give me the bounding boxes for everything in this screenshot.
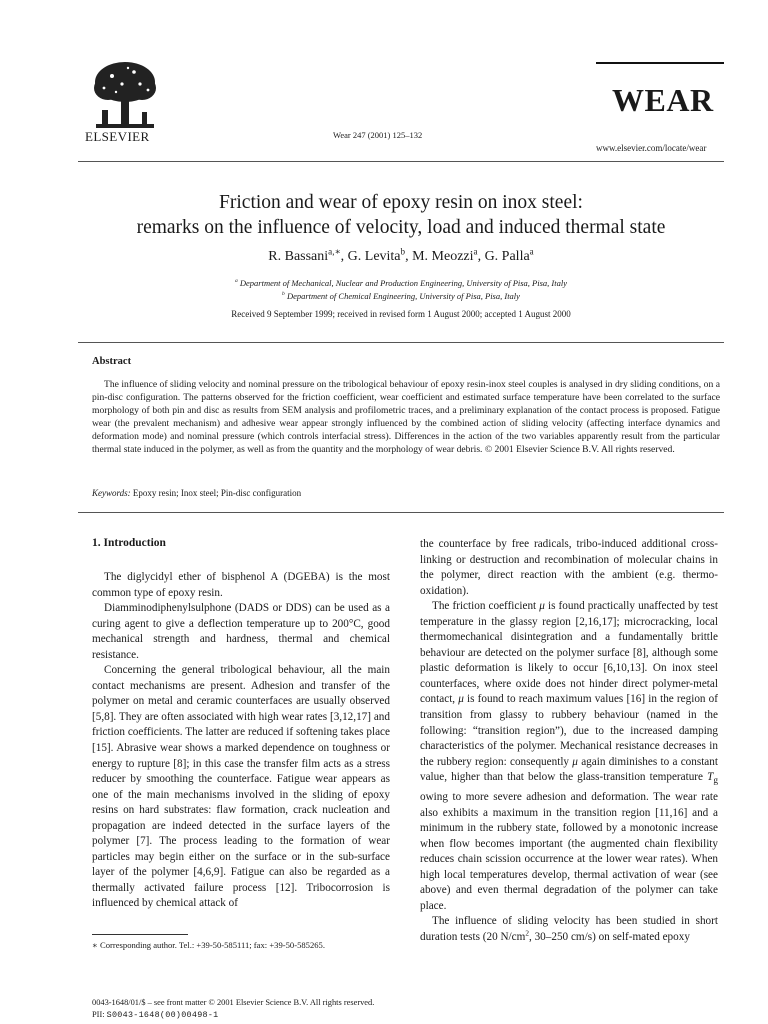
- author: G. Levita: [347, 249, 401, 264]
- keywords: [92, 488, 301, 498]
- text-run: owing to more severe adhesion and deformation. The wear rate also exhibits a maximum in the transition region [11,16] and a minimum in the rubbery state, followed by a monotonic increase when flow becomes important (the augmented chain flexibility reduces chain scission occurrence at the lower wear rates). When high local temperatures develop, thermal activation of wear (see above) and even thermal degradation of the polymer can take place.: [420, 790, 718, 912]
- pii-value: S0043-1648(00)00498-1: [106, 1010, 219, 1020]
- issn-line: 0043-1648/01/$ – see front matter © 2001 Elsevier Science B.V. All rights reserved.: [92, 998, 375, 1007]
- received-dates: Received 9 September 1999; received in revised form 1 August 2000; accepted 1 August 2000: [231, 309, 571, 319]
- superscript: 2: [525, 929, 529, 938]
- author-mark: a: [473, 246, 478, 257]
- author-separator: ,: [477, 249, 485, 264]
- affiliation-a: [78, 278, 724, 288]
- paragraph: [420, 599, 718, 914]
- paragraph: Concerning the general tribological behaviour, all the main contact mechanisms are present. Adhesion and transfer of the polymer on metal and ceramic counterfaces are usually observed [5,8]. They are often associated with high wear rates [3,12,17] and friction coefficients. The latter are reduced if softening takes place [15]. Abrasive wear shows a marked dependence on toughness or energy to rupture [8]; in this case the transfer film acts as a stress reducer by smoothing the counterface. Fatigue wear appears as one of the main mechanisms involved in the sliding of epoxy resins on hard substrates: flaw formation, crack nucleation and propagation are indeed detected in the surface layers of the polymer [7]. The process leading to the formation of wear particles may begin either on the surface or in the sub-surface layer of the polymer [4,6,9]. Fatigue can also be regarded as a thermally activated failure process [12]. Tribocorrosion is influenced by chemical attack of: [92, 664, 390, 910]
- article-title-line-1: Friction and wear of epoxy resin on inox steel:: [219, 192, 583, 213]
- tg-symbol: T: [707, 771, 714, 784]
- elsevier-tree-logo: [88, 58, 162, 132]
- section-heading: 1. Introduction: [92, 537, 166, 549]
- text-run: , 30–250 cm/s) on self-mated epoxy: [528, 930, 690, 943]
- journal-logo: WEAR: [612, 82, 714, 118]
- text-run: The friction coefficient: [432, 600, 540, 613]
- journal-url: www.elsevier.com/locate/wear: [596, 143, 707, 153]
- publisher-name: ELSEVIER: [85, 129, 150, 144]
- pii-line: [92, 1009, 374, 1021]
- journal-logo-rule: [596, 62, 724, 64]
- header-divider: [78, 161, 724, 162]
- affiliation-mark: b: [282, 291, 285, 298]
- author: R. Bassani: [268, 249, 329, 264]
- article-title-line-2: remarks on the influence of velocity, load and induced thermal state: [136, 217, 666, 238]
- journal-citation: Wear 247 (2001) 125–132: [333, 130, 423, 140]
- author-list: [78, 246, 724, 265]
- abstract-text: The influence of sliding velocity and nominal pressure on the tribological behaviour of epoxy resin-inox steel couples is analysed in dry sliding conditions, on a pin-disc configuration. The patterns observed for the friction coefficient, wear coefficient and estimated surface temperature have been correlated to the surface morphology of both pin and disc as results from SEM analysis and profilometric traces, and a preliminary explanation of the contact process is proposed. Fatigue wear (the prevalent mechanism) and adhesive wear appear strongly influenced by the combined action of sliding velocity (affecting interface dynamics and deformation mode) and nominal pressure (which controls interfacial stress). Differences in the action of the two variables apparently result from the particular thermal state induced in the polymer, as well as from the quantity and the morphology of wear debris. © 2001 Elsevier Science B.V. All rights reserved.: [92, 379, 720, 456]
- abstract-bottom-divider: [78, 512, 724, 513]
- paragraph: the counterface by free radicals, tribo-induced additional cross-linking or destruction and recombination of molecular chains in the polymer, direct reaction with the ambient (e.g. thermo-oxidation).: [420, 538, 718, 597]
- paragraph: The diglycidyl ether of bisphenol A (DGEBA) is the most common type of epoxy resin.: [92, 571, 390, 599]
- abstract-heading: Abstract: [92, 356, 132, 367]
- author-mark: a: [529, 246, 534, 257]
- pii-label: PII:: [92, 1010, 105, 1019]
- paragraph: [420, 914, 718, 945]
- author-mark: a,∗: [328, 246, 341, 257]
- mu-symbol: μ: [458, 693, 464, 706]
- footnote-rule: [92, 934, 188, 935]
- body-right-column: [420, 537, 718, 945]
- abstract-top-divider: [78, 342, 724, 343]
- body-left-column: [92, 570, 390, 912]
- author-separator: ,: [405, 249, 413, 264]
- paragraph: Diamminodiphenylsulphone (DADS or DDS) can be used as a curing agent to give a deflection temperature up to 200°C, good mechanical strength and hardness, thermal and chemical resistance.: [92, 602, 390, 661]
- tg-subscript: g: [713, 776, 718, 787]
- author-separator: ,: [340, 249, 348, 264]
- text-run: is found practically unaffected by test temperature in the glassy region [2,16,17]; microcracking, local thermomechanical disintegration and a fundamentally brittle behaviour are detected on the polymer surface [8], although some plastic deformation is likely to occur [6,10,13]. On inox steel counterfaces, where oxide does not hinder direct polymer-metal contact,: [420, 600, 718, 706]
- keywords-label: Keywords:: [92, 488, 131, 498]
- keywords-list: Epoxy resin; Inox steel; Pin-disc configuration: [132, 488, 302, 498]
- text-run: The influence of sliding velocity has been studied in short duration tests (20 N/cm: [420, 915, 718, 943]
- mu-symbol: μ: [539, 600, 545, 613]
- corresponding-author-footnote: ∗ Corresponding author. Tel.: +39-50-585111; fax: +39-50-585265.: [92, 940, 326, 950]
- affiliation-text: Department of Chemical Engineering, University of Pisa, Pisa, Italy: [286, 291, 520, 301]
- copyright-block: [92, 997, 374, 1021]
- author: M. Meozzi: [412, 249, 474, 264]
- text-run: again diminishes to a constant value, higher than that below the glass-transition temperature: [420, 755, 718, 784]
- text-run: is found to reach maximum values [16] in the region of transition from glassy to rubbery behaviour (named in the following: “transition region”), due to the increased damping characteristics of the polymer. Mechanical resistance decreases in the rubbery region: consequently: [420, 693, 718, 768]
- affiliation-b: [78, 291, 724, 301]
- author-mark: b: [400, 246, 406, 257]
- affiliation-mark: a: [234, 278, 238, 285]
- affiliation-text: Department of Mechanical, Nuclear and Production Engineering, University of Pisa, Pisa, Italy: [239, 278, 567, 288]
- author: G. Palla: [484, 249, 530, 264]
- mu-symbol: μ: [572, 755, 578, 768]
